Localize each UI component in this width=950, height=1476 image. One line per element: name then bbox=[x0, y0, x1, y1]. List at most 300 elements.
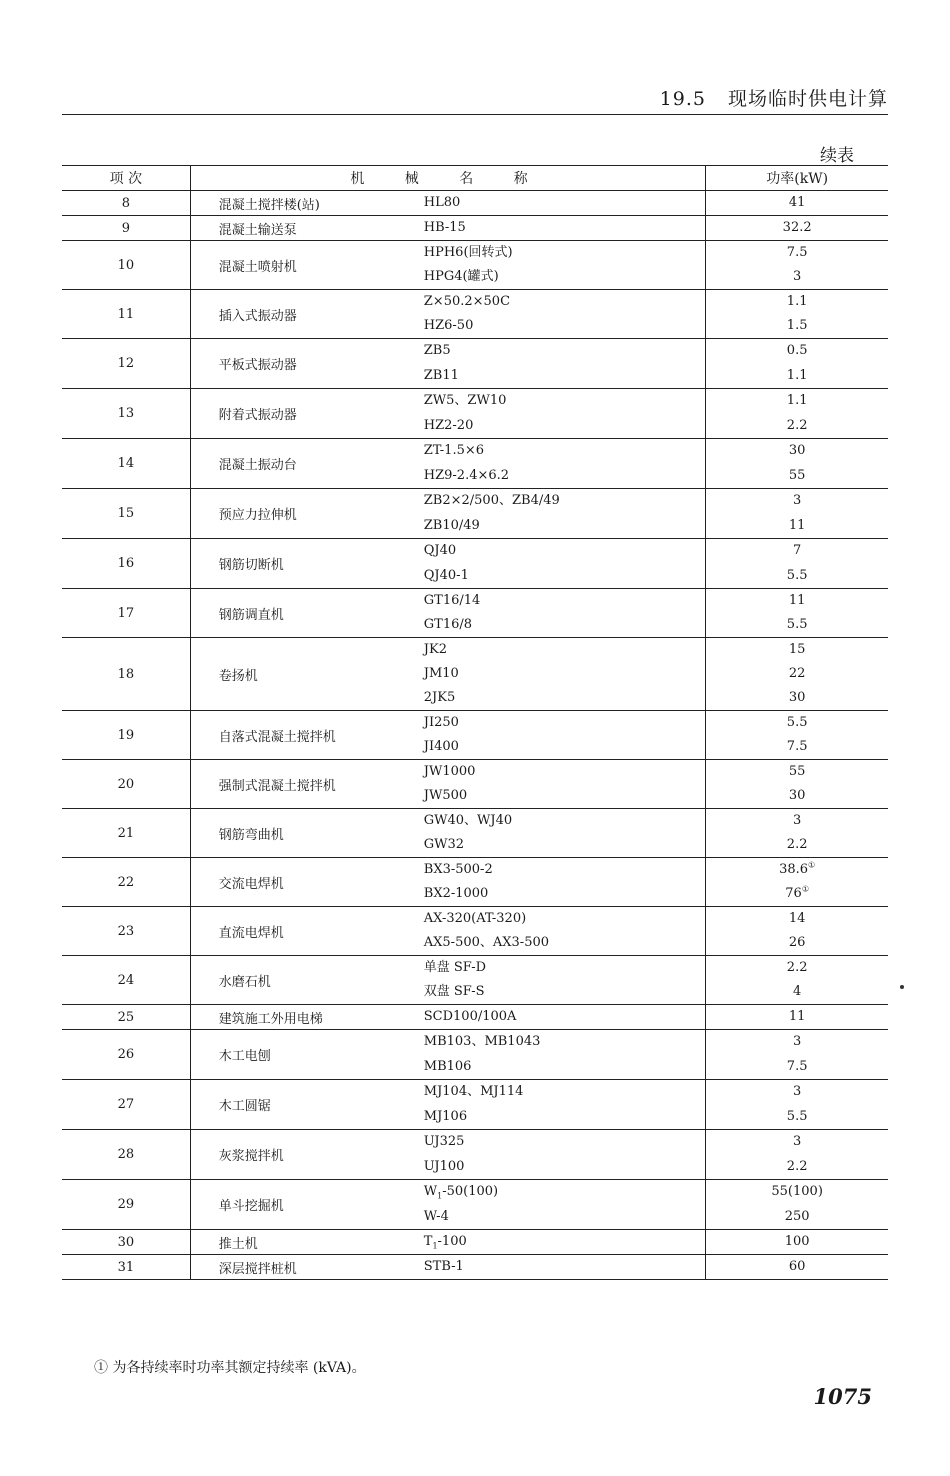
power-line bbox=[706, 1005, 888, 1029]
power-value: 5.5 bbox=[786, 617, 808, 632]
model-text: 2JK5 bbox=[423, 690, 456, 705]
power-value: 30 bbox=[788, 788, 806, 803]
power-line bbox=[706, 314, 888, 338]
power-value: 3 bbox=[793, 1034, 802, 1049]
model-line bbox=[424, 1055, 706, 1080]
model-line bbox=[424, 980, 706, 1004]
machine-name: 插入式振动器 bbox=[190, 290, 424, 339]
power-value: 5.5 bbox=[786, 1108, 808, 1124]
power-line bbox=[706, 833, 888, 857]
row-index: 20 bbox=[62, 760, 190, 809]
model-line bbox=[424, 858, 706, 882]
power-value: 0.5 bbox=[786, 343, 808, 358]
model-subscript: 1 bbox=[437, 1191, 443, 1201]
model-text: MB103、MB1043 bbox=[423, 1034, 541, 1049]
machine-name: 附着式振动器 bbox=[190, 389, 424, 439]
model-line bbox=[424, 364, 706, 389]
model-text: QJ40-1 bbox=[423, 567, 469, 583]
power-value: 22 bbox=[788, 666, 806, 681]
power-cell bbox=[706, 907, 888, 956]
row-index: 9 bbox=[62, 216, 190, 241]
row-index: 16 bbox=[62, 539, 190, 589]
power-value: 3 bbox=[793, 269, 802, 284]
model-line bbox=[424, 1180, 706, 1205]
row-index: 13 bbox=[62, 389, 190, 439]
power-line bbox=[706, 241, 888, 265]
power-line bbox=[706, 956, 888, 980]
power-value: 100 bbox=[784, 1234, 810, 1249]
model-text: GT16/14 bbox=[423, 593, 481, 608]
power-value: 3 bbox=[793, 813, 802, 828]
row-index: 10 bbox=[62, 241, 190, 290]
table-header-row bbox=[62, 166, 888, 191]
power-cell bbox=[706, 290, 888, 339]
model-line bbox=[424, 489, 706, 514]
power-line bbox=[706, 980, 888, 1004]
power-value: 7.5 bbox=[786, 245, 808, 260]
table-row bbox=[62, 760, 888, 809]
power-cell bbox=[706, 241, 888, 290]
power-value: 3 bbox=[793, 493, 802, 508]
power-line bbox=[706, 539, 888, 564]
model-text: ZB5 bbox=[423, 343, 451, 358]
power-line bbox=[706, 191, 888, 215]
model-line bbox=[424, 1030, 706, 1055]
row-index: 21 bbox=[62, 809, 190, 858]
model-line bbox=[424, 809, 706, 833]
model-line bbox=[424, 216, 706, 240]
power-line bbox=[706, 638, 888, 662]
power-value: 1.5 bbox=[786, 318, 808, 333]
power-value: 55(100) bbox=[771, 1184, 823, 1199]
power-value: 5.5 bbox=[786, 715, 808, 730]
model-text: JM10 bbox=[423, 666, 459, 681]
model-text: GW32 bbox=[423, 837, 465, 852]
power-line bbox=[706, 514, 888, 539]
model-text: HZ2-20 bbox=[423, 417, 474, 433]
power-value: 2.2 bbox=[786, 1158, 808, 1174]
power-value: 55 bbox=[788, 764, 806, 779]
machine-name: 钢筋弯曲机 bbox=[190, 809, 424, 858]
power-value: 38.6 bbox=[779, 862, 809, 877]
power-cell bbox=[706, 1230, 888, 1255]
header-machine-name: 机 械 名 称 bbox=[190, 166, 706, 191]
model-text: T bbox=[423, 1234, 433, 1249]
power-line bbox=[706, 760, 888, 784]
table-row bbox=[62, 711, 888, 760]
table-row bbox=[62, 539, 888, 589]
model-line bbox=[424, 907, 706, 931]
power-cell bbox=[706, 858, 888, 907]
model-cell bbox=[424, 956, 706, 1005]
model-text: AX-320(AT-320) bbox=[423, 911, 527, 926]
model-cell bbox=[424, 1255, 706, 1280]
power-line bbox=[706, 1030, 888, 1055]
model-line bbox=[424, 784, 706, 808]
row-index: 17 bbox=[62, 589, 190, 638]
power-cell bbox=[706, 339, 888, 389]
power-value: 11 bbox=[788, 593, 806, 608]
power-line bbox=[706, 439, 888, 464]
model-text: UJ100 bbox=[423, 1158, 465, 1174]
power-line bbox=[706, 711, 888, 735]
model-line bbox=[424, 389, 706, 414]
table-row bbox=[62, 1005, 888, 1030]
model-text: ZB10/49 bbox=[423, 517, 480, 533]
model-text: 单盘 SF-D bbox=[423, 960, 487, 975]
power-value: 30 bbox=[788, 443, 806, 458]
model-cell bbox=[424, 1080, 706, 1130]
power-cell bbox=[706, 216, 888, 241]
power-line bbox=[706, 1205, 888, 1230]
model-cell bbox=[424, 439, 706, 489]
margin-dot bbox=[900, 985, 904, 989]
model-line bbox=[424, 931, 706, 955]
model-line bbox=[424, 265, 706, 289]
power-value: 32.2 bbox=[782, 220, 812, 235]
footnote-mark: ① bbox=[808, 860, 816, 870]
model-text: HL80 bbox=[423, 195, 461, 210]
power-value: 1.1 bbox=[786, 393, 808, 408]
model-subscript: 1 bbox=[432, 1241, 438, 1251]
power-value: 14 bbox=[788, 911, 806, 926]
section-number: 19.5 bbox=[659, 88, 706, 110]
model-line bbox=[424, 589, 706, 613]
power-line bbox=[706, 339, 888, 364]
table-row bbox=[62, 809, 888, 858]
power-cell bbox=[706, 589, 888, 638]
table-row bbox=[62, 489, 888, 539]
power-line bbox=[706, 907, 888, 931]
model-line bbox=[424, 564, 706, 589]
power-value: 2.2 bbox=[786, 837, 808, 852]
machine-name: 钢筋调直机 bbox=[190, 589, 424, 638]
model-text: QJ40 bbox=[423, 543, 457, 558]
power-value: 5.5 bbox=[786, 567, 808, 583]
footnote-mark: ① bbox=[801, 884, 809, 894]
power-line bbox=[706, 1255, 888, 1279]
machine-name: 木工圆锯 bbox=[190, 1080, 424, 1130]
model-line bbox=[424, 613, 706, 637]
power-line bbox=[706, 1180, 888, 1205]
model-line bbox=[424, 241, 706, 265]
model-cell bbox=[424, 1180, 706, 1230]
power-cell bbox=[706, 956, 888, 1005]
row-index: 28 bbox=[62, 1130, 190, 1180]
power-line bbox=[706, 1155, 888, 1180]
table-row bbox=[62, 907, 888, 956]
power-value: 7 bbox=[793, 543, 802, 558]
row-index: 30 bbox=[62, 1230, 190, 1255]
model-cell bbox=[424, 216, 706, 241]
power-line bbox=[706, 414, 888, 439]
model-line bbox=[424, 1155, 706, 1180]
power-line bbox=[706, 882, 888, 906]
power-line bbox=[706, 464, 888, 489]
machine-name: 推土机 bbox=[190, 1230, 424, 1255]
model-line bbox=[424, 760, 706, 784]
table-row bbox=[62, 1130, 888, 1180]
power-line bbox=[706, 1130, 888, 1155]
model-text: ZW5、ZW10 bbox=[423, 393, 507, 408]
model-line bbox=[424, 191, 706, 215]
power-line bbox=[706, 809, 888, 833]
table-row bbox=[62, 858, 888, 907]
model-line bbox=[424, 638, 706, 662]
power-value: 76 bbox=[785, 886, 802, 901]
power-line bbox=[706, 290, 888, 314]
table-row bbox=[62, 589, 888, 638]
model-line bbox=[424, 514, 706, 539]
model-line bbox=[424, 662, 706, 686]
power-line bbox=[706, 389, 888, 414]
power-value: 250 bbox=[784, 1208, 810, 1224]
model-text: MB106 bbox=[423, 1058, 472, 1074]
model-line bbox=[424, 414, 706, 439]
power-cell bbox=[706, 1255, 888, 1280]
machine-name: 水磨石机 bbox=[190, 956, 424, 1005]
row-index: 24 bbox=[62, 956, 190, 1005]
model-line bbox=[424, 1080, 706, 1105]
model-text: ZB11 bbox=[423, 367, 459, 383]
model-cell bbox=[424, 1130, 706, 1180]
power-line bbox=[706, 1055, 888, 1080]
power-line bbox=[706, 489, 888, 514]
model-text: MJ106 bbox=[423, 1108, 468, 1124]
model-line bbox=[424, 833, 706, 857]
power-line bbox=[706, 1080, 888, 1105]
model-text: Z×50.2×50C bbox=[423, 294, 511, 309]
model-text: STB-1 bbox=[423, 1259, 464, 1274]
row-index: 15 bbox=[62, 489, 190, 539]
power-line bbox=[706, 735, 888, 759]
table-row bbox=[62, 1230, 888, 1255]
model-text: GT16/8 bbox=[423, 617, 473, 632]
power-cell bbox=[706, 711, 888, 760]
power-value: 1.1 bbox=[786, 367, 808, 383]
model-line bbox=[424, 1255, 706, 1279]
machine-name: 平板式振动器 bbox=[190, 339, 424, 389]
model-cell bbox=[424, 638, 706, 711]
table-row bbox=[62, 241, 888, 290]
model-cell bbox=[424, 907, 706, 956]
machine-name: 灰浆搅拌机 bbox=[190, 1130, 424, 1180]
model-text: SCD100/100A bbox=[423, 1009, 517, 1024]
table-body bbox=[62, 191, 888, 1280]
running-header bbox=[660, 84, 888, 111]
power-line bbox=[706, 858, 888, 882]
machine-name: 自落式混凝土搅拌机 bbox=[190, 711, 424, 760]
power-value: 2.2 bbox=[786, 960, 808, 975]
model-text: BX3-500-2 bbox=[423, 862, 493, 877]
table-row bbox=[62, 290, 888, 339]
power-cell bbox=[706, 1030, 888, 1080]
machine-name: 单斗挖掘机 bbox=[190, 1180, 424, 1230]
model-line bbox=[424, 735, 706, 759]
machine-name: 钢筋切断机 bbox=[190, 539, 424, 589]
power-cell bbox=[706, 1005, 888, 1030]
power-cell bbox=[706, 760, 888, 809]
model-cell bbox=[424, 191, 706, 216]
power-cell bbox=[706, 539, 888, 589]
row-index: 23 bbox=[62, 907, 190, 956]
power-cell bbox=[706, 1080, 888, 1130]
model-cell bbox=[424, 241, 706, 290]
model-suffix: -50(100) bbox=[442, 1184, 499, 1199]
machine-name: 木工电刨 bbox=[190, 1030, 424, 1080]
row-index: 26 bbox=[62, 1030, 190, 1080]
row-index: 14 bbox=[62, 439, 190, 489]
page-number: 1075 bbox=[813, 1384, 872, 1409]
model-line bbox=[424, 1230, 706, 1254]
power-cell bbox=[706, 439, 888, 489]
power-line bbox=[706, 589, 888, 613]
power-value: 41 bbox=[788, 195, 806, 210]
model-cell bbox=[424, 339, 706, 389]
model-cell bbox=[424, 1030, 706, 1080]
model-line bbox=[424, 882, 706, 906]
model-text: JI250 bbox=[423, 715, 459, 730]
row-index: 12 bbox=[62, 339, 190, 389]
row-index: 8 bbox=[62, 191, 190, 216]
model-text: HZ6-50 bbox=[423, 318, 474, 333]
machine-name: 卷扬机 bbox=[190, 638, 424, 711]
table-row bbox=[62, 389, 888, 439]
row-index: 25 bbox=[62, 1005, 190, 1030]
machine-name: 混凝土输送泵 bbox=[190, 216, 424, 241]
model-text: HPG4(罐式) bbox=[423, 269, 499, 284]
model-text: JI400 bbox=[423, 739, 459, 754]
power-value: 11 bbox=[788, 517, 806, 533]
model-text: HB-15 bbox=[423, 220, 466, 235]
power-line bbox=[706, 662, 888, 686]
model-cell bbox=[424, 1005, 706, 1030]
machine-name: 建筑施工外用电梯 bbox=[190, 1005, 424, 1030]
model-line bbox=[424, 686, 706, 710]
power-value: 15 bbox=[788, 642, 806, 657]
row-index: 22 bbox=[62, 858, 190, 907]
table-row bbox=[62, 638, 888, 711]
model-line bbox=[424, 1105, 706, 1130]
power-cell bbox=[706, 1180, 888, 1230]
machine-name: 混凝土搅拌楼(站) bbox=[190, 191, 424, 216]
model-text: JW1000 bbox=[423, 764, 476, 779]
model-text: ZT-1.5×6 bbox=[423, 443, 485, 458]
power-value: 11 bbox=[788, 1009, 806, 1024]
power-cell bbox=[706, 809, 888, 858]
power-value: 2.2 bbox=[786, 417, 808, 433]
power-line bbox=[706, 265, 888, 289]
row-index: 31 bbox=[62, 1255, 190, 1280]
continued-label: 续表 bbox=[820, 146, 854, 166]
model-text: JK2 bbox=[423, 642, 447, 657]
row-index: 19 bbox=[62, 711, 190, 760]
footnote: ① 为各持续率时功率其额定持续率 (kVA)。 bbox=[94, 1360, 366, 1376]
table-row bbox=[62, 339, 888, 389]
model-line bbox=[424, 290, 706, 314]
power-line bbox=[706, 1230, 888, 1254]
model-line bbox=[424, 1130, 706, 1155]
model-line bbox=[424, 956, 706, 980]
machine-name: 直流电焊机 bbox=[190, 907, 424, 956]
power-value: 60 bbox=[788, 1259, 806, 1274]
power-cell bbox=[706, 1130, 888, 1180]
model-line bbox=[424, 539, 706, 564]
model-text: 双盘 SF-S bbox=[423, 984, 485, 999]
table-row bbox=[62, 1030, 888, 1080]
model-text: JW500 bbox=[423, 788, 468, 803]
model-cell bbox=[424, 1230, 706, 1255]
model-cell bbox=[424, 389, 706, 439]
model-text: GW40、WJ40 bbox=[423, 813, 513, 828]
model-line bbox=[424, 711, 706, 735]
model-line bbox=[424, 314, 706, 338]
power-value: 7.5 bbox=[786, 1058, 808, 1074]
model-cell bbox=[424, 809, 706, 858]
power-line bbox=[706, 364, 888, 389]
row-index: 18 bbox=[62, 638, 190, 711]
power-line bbox=[706, 784, 888, 808]
header-index: 项 次 bbox=[62, 166, 190, 191]
table-row bbox=[62, 1080, 888, 1130]
row-index: 29 bbox=[62, 1180, 190, 1230]
machine-name: 预应力拉伸机 bbox=[190, 489, 424, 539]
table-row bbox=[62, 216, 888, 241]
model-cell bbox=[424, 290, 706, 339]
machine-name: 混凝土振动台 bbox=[190, 439, 424, 489]
power-value: 3 bbox=[793, 1134, 802, 1149]
power-value: 3 bbox=[793, 1084, 802, 1099]
machine-name: 混凝土喷射机 bbox=[190, 241, 424, 290]
power-value: 30 bbox=[788, 690, 806, 705]
power-value: 55 bbox=[788, 467, 806, 483]
power-value: 4 bbox=[793, 984, 802, 999]
power-line bbox=[706, 686, 888, 710]
model-text: ZB2×2/500、ZB4/49 bbox=[423, 493, 560, 508]
power-value: 1.1 bbox=[786, 294, 808, 309]
model-text: BX2-1000 bbox=[423, 886, 489, 901]
header-power: 功率(kW) bbox=[706, 166, 888, 191]
model-line bbox=[424, 1205, 706, 1230]
model-line bbox=[424, 1005, 706, 1029]
model-text: AX5-500、AX3-500 bbox=[423, 935, 550, 950]
machine-name: 深层搅拌桩机 bbox=[190, 1255, 424, 1280]
model-cell bbox=[424, 489, 706, 539]
section-title: 现场临时供电计算 bbox=[727, 88, 888, 110]
model-text: W-4 bbox=[423, 1208, 449, 1224]
table-row bbox=[62, 1255, 888, 1280]
row-index: 11 bbox=[62, 290, 190, 339]
model-cell bbox=[424, 539, 706, 589]
model-text: UJ325 bbox=[423, 1134, 465, 1149]
power-line bbox=[706, 1105, 888, 1130]
model-cell bbox=[424, 589, 706, 638]
power-cell bbox=[706, 489, 888, 539]
table-row bbox=[62, 956, 888, 1005]
power-cell bbox=[706, 638, 888, 711]
power-line bbox=[706, 564, 888, 589]
model-line bbox=[424, 464, 706, 489]
table-row bbox=[62, 191, 888, 216]
power-line bbox=[706, 613, 888, 637]
model-text: HPH6(回转式) bbox=[423, 245, 513, 260]
table-row bbox=[62, 1180, 888, 1230]
power-line bbox=[706, 931, 888, 955]
model-suffix: -100 bbox=[437, 1234, 467, 1249]
power-line bbox=[706, 216, 888, 240]
model-text: HZ9-2.4×6.2 bbox=[423, 467, 510, 483]
machine-name: 强制式混凝土搅拌机 bbox=[190, 760, 424, 809]
